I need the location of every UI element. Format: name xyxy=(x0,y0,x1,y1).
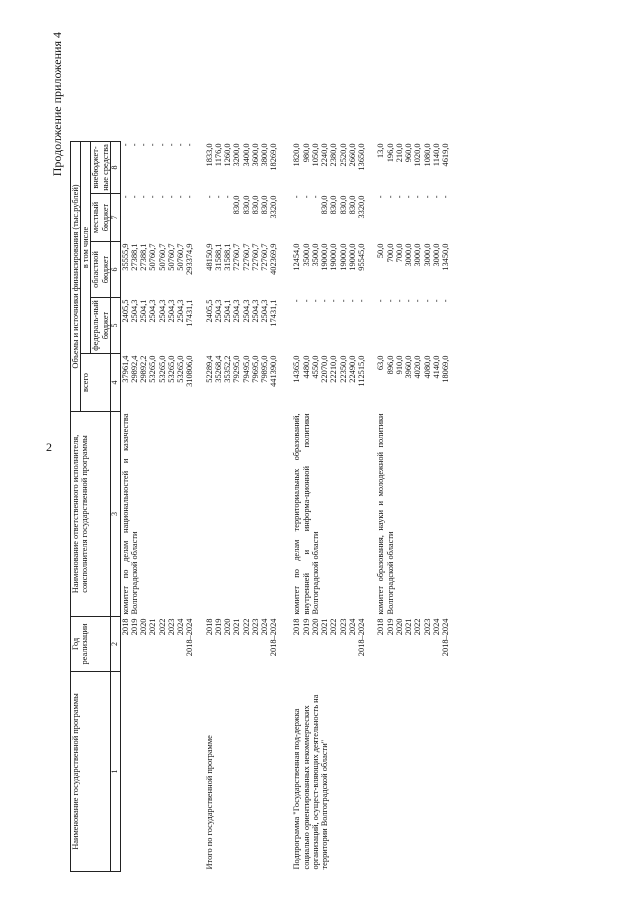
cell-value: 2022 xyxy=(157,618,167,636)
cell-value: - xyxy=(185,143,195,147)
cell-value: 4619,0 xyxy=(441,143,450,167)
cell-value: 19000,0 xyxy=(329,243,339,271)
cell-value: 980,0 xyxy=(301,143,311,163)
cell-value: 79895,0 xyxy=(260,355,270,383)
cell-value: 72760,7 xyxy=(232,243,242,271)
cell-value: 830,0 xyxy=(250,195,260,215)
cell-value: - xyxy=(431,195,441,199)
program-name xyxy=(120,672,194,872)
cell-value: 310806,0 xyxy=(185,355,195,387)
cell-value: 210,0 xyxy=(394,143,404,163)
cell-value: 72760,7 xyxy=(250,243,260,271)
appendix-title: Продолжение приложения 4 xyxy=(50,32,64,177)
cell-value: 13450,0 xyxy=(441,243,450,271)
table-row xyxy=(120,31,194,871)
cell-value: 2504,3 xyxy=(148,299,158,323)
federal-values xyxy=(292,298,366,354)
cell-value: 830,0 xyxy=(241,195,251,215)
federal-values xyxy=(120,298,194,354)
cell-value: 53265,0 xyxy=(176,355,186,383)
header-total: всего xyxy=(81,354,111,412)
rotated-page xyxy=(50,32,610,872)
cell-value: 3400,0 xyxy=(241,143,251,167)
cell-value: 2504,3 xyxy=(129,299,139,323)
cell-value: 1080,0 xyxy=(422,143,432,167)
header-regional: областной бюджет xyxy=(91,242,110,298)
cell-value: 35268,4 xyxy=(213,355,223,383)
cell-value: 3960,0 xyxy=(404,355,414,379)
cell-value: 700,0 xyxy=(385,243,395,263)
cell-value: - xyxy=(292,299,302,303)
cell-value: 441390,0 xyxy=(269,355,279,387)
cell-value: 2018 xyxy=(376,618,386,636)
cell-value: 2019 xyxy=(213,618,223,636)
table-row xyxy=(205,31,279,871)
cell-value: 4480,0 xyxy=(301,355,311,379)
cell-value: - xyxy=(223,195,233,199)
cell-value: - xyxy=(157,143,167,147)
cell-value: 2504,3 xyxy=(260,299,270,323)
cell-value: 17431,1 xyxy=(185,299,195,327)
cell-value: 22210,0 xyxy=(329,355,339,383)
cell-value: 17431,1 xyxy=(269,299,279,327)
federal-values xyxy=(205,298,279,354)
cell-value: 2023 xyxy=(338,618,348,636)
cell-value: - xyxy=(176,195,186,199)
cell-value: 960,0 xyxy=(404,143,414,163)
cell-value: 2020 xyxy=(223,618,233,636)
federal-values xyxy=(376,298,450,354)
cell-value: 2024 xyxy=(176,618,186,636)
regional-values xyxy=(376,242,450,298)
cell-value: 2021 xyxy=(232,618,242,636)
cell-value: 1020,0 xyxy=(413,143,423,167)
cell-value: 2021 xyxy=(320,618,330,636)
total-values xyxy=(292,354,366,412)
cell-value: 79495,0 xyxy=(241,355,251,383)
cell-value: 700,0 xyxy=(394,243,404,263)
executor-name xyxy=(205,412,279,617)
cell-value: 53265,0 xyxy=(166,355,176,383)
cell-value: 29892,2 xyxy=(139,355,149,383)
cell-value: 2019 xyxy=(301,618,311,636)
cell-value: 13,0 xyxy=(376,143,386,159)
cell-value: 50760,7 xyxy=(166,243,176,271)
cell-value: 830,0 xyxy=(329,195,339,215)
cell-value: 2021 xyxy=(404,618,414,636)
cell-value: - xyxy=(320,299,330,303)
cell-value: - xyxy=(422,299,432,303)
regional-values xyxy=(292,242,366,298)
cell-value: - xyxy=(185,195,195,199)
cell-value: 18269,0 xyxy=(269,143,279,171)
cell-value: 14365,0 xyxy=(292,355,302,383)
cell-value: 2023 xyxy=(250,618,260,636)
cell-value: 3600,0 xyxy=(250,143,260,167)
cell-value: 72760,7 xyxy=(260,243,270,271)
cell-value: 3000,0 xyxy=(413,243,423,267)
col-number: 5 xyxy=(110,298,120,354)
cell-value: - xyxy=(431,299,441,303)
cell-value: 37961,4 xyxy=(120,355,130,383)
cell-value: 2018–2024 xyxy=(269,618,279,657)
cell-value: 3800,0 xyxy=(260,143,270,167)
cell-value: 79295,0 xyxy=(232,355,242,383)
cell-value: - xyxy=(148,143,158,147)
cell-value: 196,0 xyxy=(385,143,395,163)
cell-value: 1833,0 xyxy=(204,143,214,167)
local-values xyxy=(205,194,279,242)
total-values xyxy=(376,354,450,412)
col-number: 1 xyxy=(110,672,120,872)
program-name: Итого по государственной программе xyxy=(204,735,214,870)
cell-value: 910,0 xyxy=(394,355,404,375)
cell-value: 2023 xyxy=(422,618,432,636)
cell-value: - xyxy=(413,195,423,199)
cell-value: - xyxy=(404,195,414,199)
cell-value: 2380,0 xyxy=(329,143,339,167)
header-subgroup: в том числе xyxy=(81,141,91,353)
cell-value: 3200,0 xyxy=(232,143,242,167)
cell-value: - xyxy=(413,299,423,303)
total-values xyxy=(120,354,194,412)
cell-value: 19000,0 xyxy=(320,243,330,271)
cell-value: 3000,0 xyxy=(431,243,441,267)
cell-value: 1140,0 xyxy=(431,143,441,167)
cell-value: 3000,0 xyxy=(404,243,414,267)
cell-value: 3000,0 xyxy=(422,243,432,267)
cell-value: 2020 xyxy=(394,618,404,636)
cell-value: 48150,9 xyxy=(204,243,214,271)
cell-value: - xyxy=(394,195,404,199)
cell-value: - xyxy=(310,195,320,199)
cell-value: 50760,7 xyxy=(176,243,186,271)
table-row xyxy=(292,31,366,871)
cell-value: - xyxy=(357,299,367,303)
local-values xyxy=(120,194,194,242)
cell-value: 2504,1 xyxy=(139,299,149,323)
cell-value: 12454,0 xyxy=(292,243,302,271)
header-financing-group: Объемы и источники финансирования (тыс.рублей) xyxy=(71,141,81,411)
local-values xyxy=(376,194,450,242)
cell-value: 2504,3 xyxy=(232,299,242,323)
cell-value: 2024 xyxy=(347,618,357,636)
cell-value: 2021 xyxy=(148,618,158,636)
year-list xyxy=(120,617,194,672)
header-federal: федераль-ный бюджет xyxy=(91,298,110,354)
cell-value: 35555,9 xyxy=(120,243,130,271)
executor-name: комитет по делам территориальных образований, внутренней и информа-ционной политики Волгоградской области xyxy=(292,413,320,615)
cell-value: - xyxy=(204,195,214,199)
cell-value: 830,0 xyxy=(347,195,357,215)
cell-value: 2405,5 xyxy=(204,299,214,323)
cell-value: 830,0 xyxy=(232,195,242,215)
cell-value: 29892,4 xyxy=(129,355,139,383)
cell-value: 50760,7 xyxy=(148,243,158,271)
total-values xyxy=(205,354,279,412)
cell-value: - xyxy=(310,299,320,303)
cell-value: 53265,0 xyxy=(148,355,158,383)
cell-value: 63,0 xyxy=(376,355,386,371)
cell-value: 52289,4 xyxy=(204,355,214,383)
column-numbers-row xyxy=(110,31,120,871)
header-extrabudget: внебюджет-ные средства xyxy=(91,141,110,193)
cell-value: - xyxy=(157,195,167,199)
cell-value: - xyxy=(176,143,186,147)
cell-value: 2018 xyxy=(204,618,214,636)
table-row xyxy=(376,31,450,871)
cell-value: 18069,0 xyxy=(441,355,450,383)
cell-value: 830,0 xyxy=(320,195,330,215)
cell-value: 2504,3 xyxy=(166,299,176,323)
header-year: Год реализации xyxy=(71,617,111,672)
cell-value: 1820,0 xyxy=(292,143,302,167)
cell-value: 2660,0 xyxy=(347,143,357,167)
table-body xyxy=(120,31,450,871)
program-name xyxy=(376,672,450,872)
cell-value: 2022 xyxy=(413,618,423,636)
cell-value: 1050,0 xyxy=(310,143,320,167)
cell-value: 53265,0 xyxy=(157,355,167,383)
cell-value: 2023 xyxy=(166,618,176,636)
cell-value: 4080,0 xyxy=(422,355,432,379)
cell-value: - xyxy=(148,195,158,199)
cell-value: - xyxy=(301,195,311,199)
cell-value: 2024 xyxy=(431,618,441,636)
local-values xyxy=(292,194,366,242)
cell-value: 1176,0 xyxy=(213,143,223,167)
cell-value: - xyxy=(213,195,223,199)
cell-value: 2504,3 xyxy=(157,299,167,323)
cell-value: 50760,7 xyxy=(157,243,167,271)
cell-value: - xyxy=(394,299,404,303)
cell-value: 2020 xyxy=(139,618,149,636)
cell-value: 2022 xyxy=(329,618,339,636)
header-executor: Наименование ответственного исполнителя, соисполнителя государственной программы xyxy=(71,412,111,617)
cell-value: - xyxy=(139,195,149,199)
cell-value: - xyxy=(422,195,432,199)
cell-value: 27388,1 xyxy=(129,243,139,271)
cell-value: 2504,1 xyxy=(223,299,233,323)
cell-value: 1260,0 xyxy=(223,143,233,167)
cell-value: - xyxy=(376,195,386,199)
cell-value: 2020 xyxy=(310,618,320,636)
cell-value: 112515,0 xyxy=(357,355,367,387)
cell-value: - xyxy=(441,299,450,303)
col-number: 6 xyxy=(110,242,120,298)
cell-value: 31588,1 xyxy=(213,243,223,271)
cell-value: 13650,0 xyxy=(357,143,367,171)
cell-value: 2504,3 xyxy=(176,299,186,323)
header-local: местный бюджет xyxy=(91,194,110,242)
cell-value: 402369,9 xyxy=(269,243,279,275)
cell-value: 79695,0 xyxy=(250,355,260,383)
cell-value: 896,0 xyxy=(385,355,395,375)
cell-value: 2022 xyxy=(241,618,251,636)
year-list xyxy=(376,617,450,672)
cell-value: - xyxy=(329,299,339,303)
cell-value: 2019 xyxy=(385,618,395,636)
cell-value: 22350,0 xyxy=(338,355,348,383)
cell-value: 3500,0 xyxy=(310,243,320,267)
cell-value: - xyxy=(385,195,395,199)
year-list xyxy=(205,617,279,672)
col-number: 2 xyxy=(110,617,120,672)
cell-value: 2240,0 xyxy=(320,143,330,167)
cell-value: 2405,5 xyxy=(120,299,130,323)
cell-value: - xyxy=(301,299,311,303)
cell-value: 4550,0 xyxy=(310,355,320,379)
cell-value: 2018–2024 xyxy=(441,618,450,657)
cell-value: 72760,7 xyxy=(241,243,251,271)
extrabudget-values xyxy=(205,141,279,193)
cell-value: - xyxy=(120,195,130,199)
cell-value: 22070,0 xyxy=(320,355,330,383)
col-number: 8 xyxy=(110,141,120,193)
cell-value: 2504,3 xyxy=(250,299,260,323)
regional-values xyxy=(120,242,194,298)
cell-value: 4140,0 xyxy=(431,355,441,379)
cell-value: 2019 xyxy=(129,618,139,636)
year-list xyxy=(292,617,366,672)
financing-table xyxy=(70,31,450,872)
cell-value: - xyxy=(385,299,395,303)
cell-value: 2520,0 xyxy=(338,143,348,167)
extrabudget-values xyxy=(376,141,450,193)
cell-value: - xyxy=(120,143,130,147)
cell-value: 3320,0 xyxy=(357,195,367,219)
cell-value: 3320,0 xyxy=(269,195,279,219)
cell-value: - xyxy=(166,143,176,147)
cell-value: 830,0 xyxy=(338,195,348,215)
extrabudget-values xyxy=(120,141,194,193)
cell-value: - xyxy=(338,299,348,303)
executor-name: комитет по делам национальностей и казачества Волгоградской области xyxy=(120,413,139,615)
regional-values xyxy=(205,242,279,298)
cell-value: 2024 xyxy=(260,618,270,636)
cell-value: 4020,0 xyxy=(413,355,423,379)
cell-value: 27388,1 xyxy=(139,243,149,271)
cell-value: - xyxy=(129,195,139,199)
cell-value: 19000,0 xyxy=(338,243,348,271)
cell-value: 95545,0 xyxy=(357,243,367,271)
cell-value: - xyxy=(347,299,357,303)
cell-value: 50,0 xyxy=(376,243,386,259)
cell-value: 2018–2024 xyxy=(185,618,195,657)
cell-value: 2018 xyxy=(292,618,302,636)
extrabudget-values xyxy=(292,141,366,193)
cell-value: 2018–2024 xyxy=(357,618,367,657)
cell-value: - xyxy=(292,195,302,199)
cell-value: - xyxy=(376,299,386,303)
cell-value: 19000,0 xyxy=(347,243,357,271)
cell-value: 2504,3 xyxy=(241,299,251,323)
page-number: 2 xyxy=(46,440,52,454)
cell-value: - xyxy=(441,195,450,199)
program-name: Подпрограмма "Государственная под-держка социально ориентированных некоммерческих организаций, осущест-вляющих деятельность на территории Волгоградской области" xyxy=(292,694,330,870)
cell-value: 22490,0 xyxy=(347,355,357,383)
header-program-name: Наименование государственной программы xyxy=(71,672,111,872)
cell-value: 35352,2 xyxy=(223,355,233,383)
col-number: 3 xyxy=(110,412,120,617)
cell-value: - xyxy=(404,299,414,303)
cell-value: 293374,9 xyxy=(185,243,195,275)
cell-value: - xyxy=(139,143,149,147)
cell-value: 830,0 xyxy=(260,195,270,215)
cell-value: 2018 xyxy=(120,618,130,636)
col-number: 7 xyxy=(110,194,120,242)
executor-name: комитет образования, науки и молодежной политики Волгоградской области xyxy=(376,413,395,615)
col-number: 4 xyxy=(110,354,120,412)
cell-value: - xyxy=(166,195,176,199)
cell-value: - xyxy=(129,143,139,147)
cell-value: 2504,3 xyxy=(213,299,223,323)
cell-value: 31588,1 xyxy=(223,243,233,271)
cell-value: 3500,0 xyxy=(301,243,311,267)
